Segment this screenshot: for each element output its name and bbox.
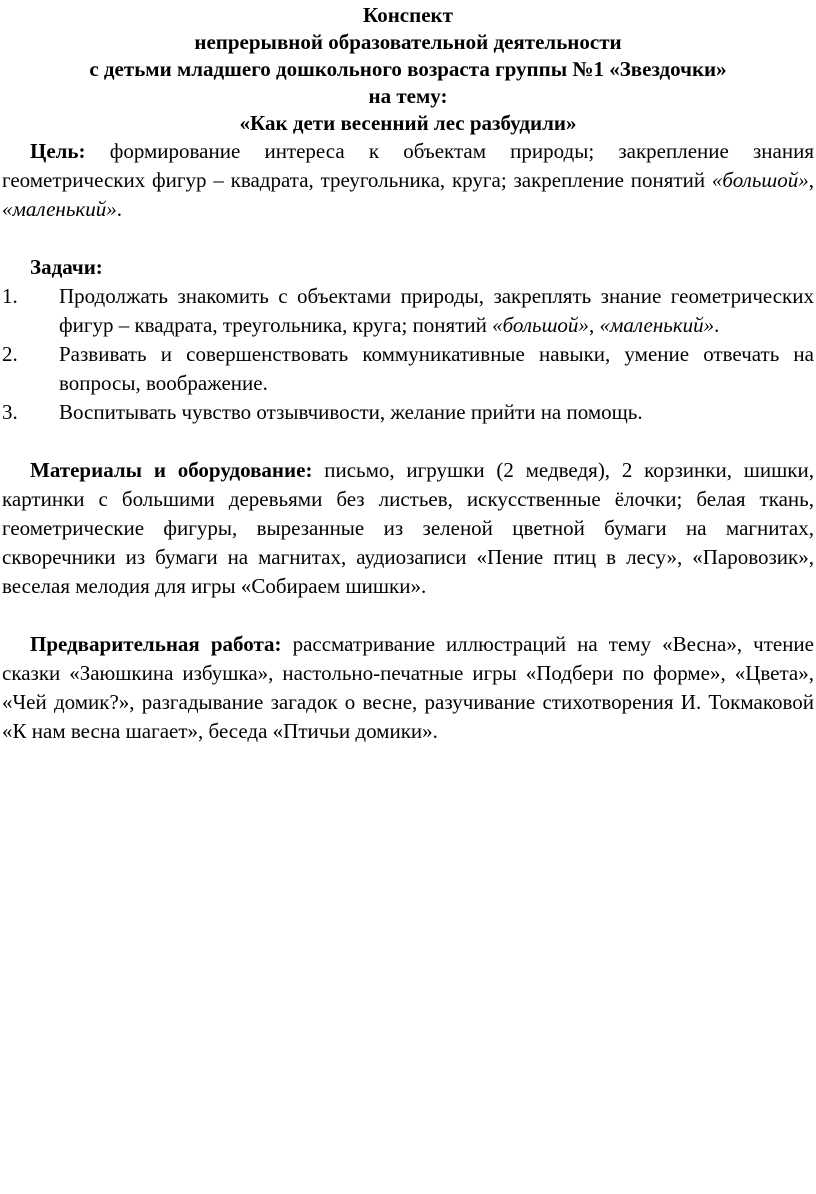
materials-text: письмо, игрушки (2 медведя), 2 корзинки, шишки, картинки с большими деревьями без листьев, искусственные ёлочки; белая ткань, геометрические фигуры, вырезанные из зеленой цветной бумаги на магнитах, скворечники из бумаги на магнитах, аудиозаписи «Пение птиц в лесу», «Паровозик», веселая мелодия для игры «Собираем шишки». <box>2 458 814 598</box>
tasks-list <box>2 282 814 427</box>
header-line-1: Конспект <box>363 3 453 27</box>
goal-paragraph <box>2 137 814 224</box>
goal-text: формирование интереса к объектам природы; закрепление знания геометрических фигур – квадрата, треугольника, круга; закрепление понятий <box>2 139 814 192</box>
materials-paragraph <box>2 456 814 601</box>
goal-term-big: «большой» <box>711 168 809 192</box>
goal-end: . <box>116 197 122 221</box>
document-header <box>2 2 814 137</box>
preliminary-text: рассматривание иллюстраций на тему «Весна», чтение сказки «Заюшкина избушка», настольно-печатные игры «Подбери по форме», «Цвета», «Чей домик?», разгадывание загадок о весне, разучивание стихотворения И. Токмаковой «К нам весна шагает», беседа «Птичьи домики». <box>2 632 814 743</box>
header-line-5: «Как дети весенний лес разбудили» <box>239 111 577 135</box>
materials-label: Материалы и оборудование: <box>30 458 313 482</box>
spacer <box>2 427 814 456</box>
list-item <box>2 282 814 340</box>
tasks-heading-text: Задачи: <box>30 255 103 279</box>
header-line-2: непрерывной образовательной деятельности <box>194 30 622 54</box>
spacer <box>2 601 814 630</box>
list-item-number: 1. <box>2 284 18 308</box>
list-item-term-big: «большой» <box>492 313 589 337</box>
list-item-number: 2. <box>2 342 18 366</box>
list-item-text: Развивать и совершенствовать коммуникативные навыки, умение отвечать на вопросы, воображение. <box>59 342 814 395</box>
header-line-3: с детьми младшего дошкольного возраста группы №1 «Звездочки» <box>89 57 727 81</box>
list-item <box>2 340 814 398</box>
goal-term-small: «маленький» <box>2 197 117 221</box>
tasks-heading <box>2 253 814 282</box>
goal-label: Цель: <box>30 139 86 163</box>
header-line-4: на тему: <box>368 84 448 108</box>
spacer <box>2 224 814 253</box>
list-item-text: Воспитывать чувство отзывчивости, желание прийти на помощь. <box>59 400 643 424</box>
list-item-text: Продолжать знакомить с объектами природы, закреплять знание геометрических фигур – квадрата, треугольника, круга; понятий <box>59 284 814 337</box>
list-item-number: 3. <box>2 400 18 424</box>
preliminary-paragraph <box>2 630 814 746</box>
document-content <box>2 2 814 746</box>
list-item-end: . <box>714 313 720 337</box>
goal-sep: , <box>808 168 814 192</box>
preliminary-label: Предварительная работа: <box>30 632 282 656</box>
list-item-term-small: «маленький» <box>599 313 715 337</box>
list-item-sep: , <box>588 313 600 337</box>
list-item <box>2 398 814 427</box>
